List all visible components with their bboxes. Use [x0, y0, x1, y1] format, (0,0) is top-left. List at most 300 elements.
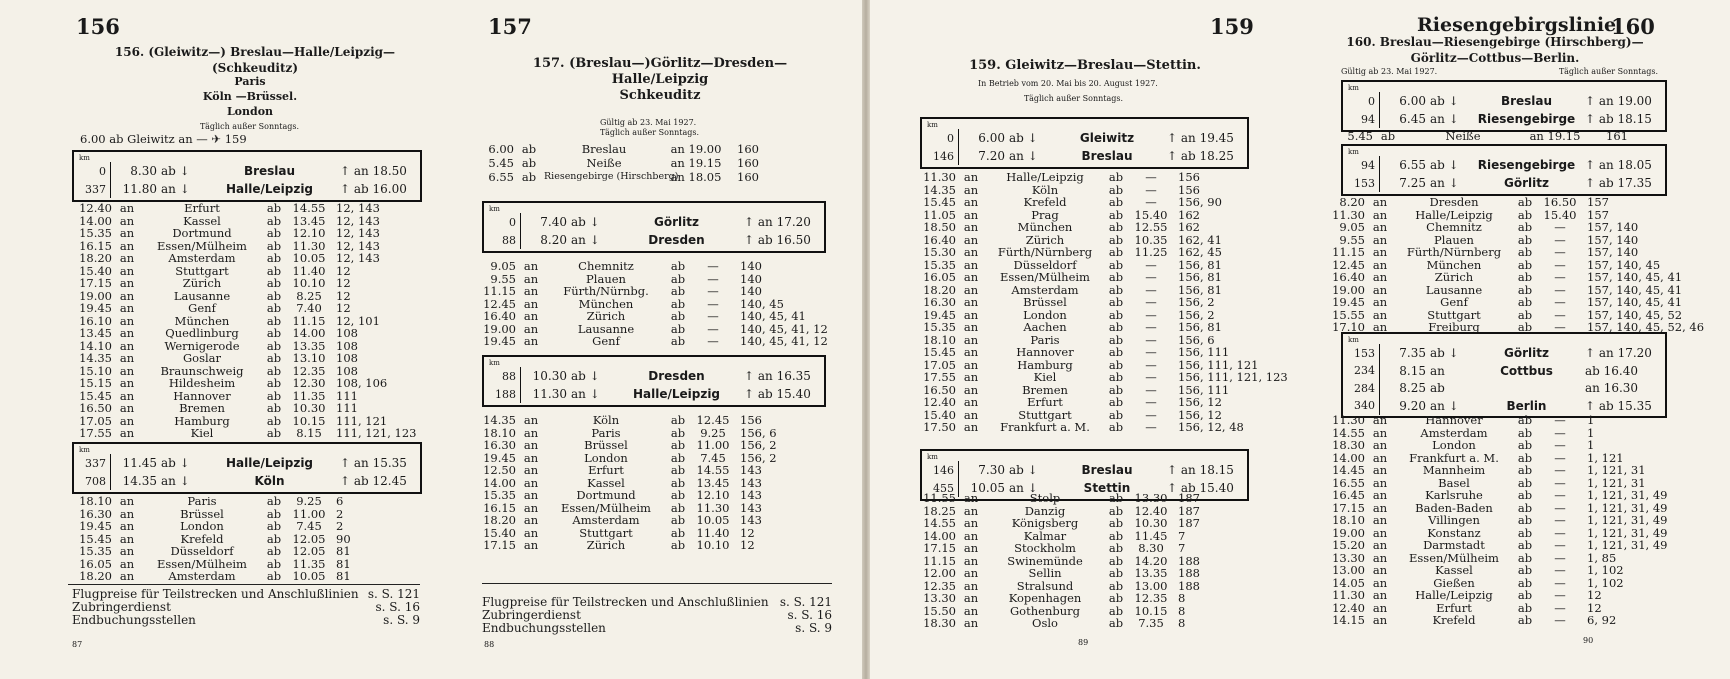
dep-time: 10.05 [292, 569, 326, 583]
city: Quedlinburg [165, 326, 239, 340]
connection-refs: 111 [336, 388, 358, 403]
arr-label: an [963, 382, 979, 397]
dep-time: — [1145, 370, 1157, 384]
arr-time: 13.30 [1332, 550, 1365, 565]
arr-label: an [963, 503, 979, 518]
arr-label: an [119, 363, 135, 378]
connection-refs: 108 [336, 351, 358, 365]
arr-time: 17.55 [923, 370, 956, 384]
dep-label: ab [670, 309, 686, 323]
arr-time: 18.50 [923, 220, 956, 234]
dep-time: 10.10 [696, 538, 730, 552]
arr-time: 11.15 [483, 284, 516, 298]
time: 14.35 [122, 474, 157, 488]
arr-time: 12.40 [923, 395, 956, 409]
km-value: 708 [74, 472, 111, 490]
time: 11.30 [532, 387, 567, 401]
dep-time: — [1554, 575, 1566, 590]
table-row [1321, 439, 1717, 452]
return-time: ↑ an 18.05 [1585, 158, 1652, 172]
dep-label: ab [1517, 195, 1533, 209]
city: Paris [187, 494, 217, 508]
connection-refs: 12 [336, 288, 351, 303]
city: München [1426, 257, 1482, 272]
dep-time: 8.15 [296, 426, 322, 440]
city: Dortmund [172, 226, 232, 240]
arr-time: 16.30 [483, 438, 516, 452]
dep-time: 15.40 [1543, 207, 1577, 222]
connection-refs: 157, 140, 45, 41 [1587, 295, 1683, 309]
connection-refs: 1, 121, 31, 49 [1587, 538, 1668, 552]
km-value: 88 [484, 231, 521, 249]
arr-label: an [963, 566, 979, 580]
arr-time: 11.15 [923, 553, 956, 568]
dep-label: ab [521, 142, 537, 156]
route-title [90, 44, 420, 76]
dep-label: ab [1108, 345, 1124, 359]
title-line: 156. (Gleiwitz—) Breslau—Halle/Leipzig—(Schkeuditz) [114, 45, 396, 75]
dep-label: ab [1108, 420, 1124, 434]
return-time: ↑ an 15.35 [340, 456, 407, 470]
return-time: ↑ ab 15.35 [1585, 398, 1652, 413]
arr-time: 18.30 [923, 616, 956, 630]
dep-label: ab [1108, 320, 1124, 334]
connection-refs: 187 [1178, 503, 1200, 518]
arr-label: an [119, 263, 135, 278]
dir-label: ab ↓ [1009, 463, 1038, 477]
table-row [472, 285, 858, 298]
dep-label: ab [521, 156, 537, 170]
connection-refs: 156, 12 [1178, 407, 1222, 422]
dep-time: 14.55 [696, 463, 730, 477]
station: Cottbus [1500, 363, 1553, 378]
neisse-row [1329, 130, 1647, 143]
return-time: ↑ ab 18.25 [1167, 149, 1234, 163]
route-line [484, 213, 824, 231]
km-value: 146 [922, 461, 959, 479]
connection-refs: 12, 143 [336, 251, 380, 265]
city: Kalmar [1023, 528, 1067, 543]
connection-refs: 1 [1587, 438, 1595, 452]
table-row [68, 277, 448, 290]
time: 6.00 [978, 131, 1005, 145]
city: Erfurt [1027, 395, 1063, 409]
arr-label: an [1372, 525, 1388, 540]
dir-label: ab ↓ [1430, 94, 1459, 108]
table-row [68, 520, 448, 533]
arr-label: an [963, 332, 979, 347]
arr-label: an [523, 500, 539, 515]
city: Kassel [183, 213, 221, 228]
connection-refs: 7 [1178, 528, 1186, 543]
city: Lausanne [173, 288, 231, 303]
city: Konstanz [1427, 525, 1481, 540]
route-box-breslau-riesengebirge [1341, 80, 1667, 132]
dep-time: — [707, 296, 719, 311]
station: Halle/Leipzig [225, 182, 314, 196]
city: Fürth/Nürnbg. [563, 284, 649, 298]
arr-label: an [119, 544, 135, 558]
city: Essen/Mülheim [157, 238, 247, 253]
arr-time: 14.00 [923, 528, 956, 543]
dep-label: ab [1517, 463, 1533, 477]
dep-time: — [1554, 307, 1566, 322]
folio: 90 [1583, 636, 1594, 645]
arr-label: an [523, 513, 539, 527]
dep-label: ab [1108, 528, 1124, 543]
footer-label: Zubringerdienst [482, 608, 581, 622]
service-note: Täglich außer Sonntags. [1559, 67, 1659, 76]
dep-time: 13.10 [292, 351, 326, 365]
dep-time: — [1145, 170, 1157, 184]
dep-label: ab [1108, 207, 1124, 222]
city: Aachen [1023, 320, 1067, 334]
connection-refs: 143 [740, 500, 762, 515]
arr-time: 18.10 [79, 494, 112, 508]
city: Kassel [1435, 563, 1473, 577]
dep-label: ab [670, 425, 686, 440]
dep-time: — [1145, 357, 1157, 372]
dep-time: 8.30 [1138, 541, 1164, 555]
table-row [470, 171, 768, 185]
arr-label: an [119, 251, 135, 265]
dep-label: ab [1517, 475, 1533, 490]
connection-refs: 156, 111 [1178, 382, 1230, 397]
arr-label: an [1372, 450, 1388, 465]
arr-time: 18.10 [1332, 513, 1365, 527]
dep-time: 11.00 [292, 506, 326, 521]
arr-time: 11.55 [923, 491, 956, 505]
arr-label: an [1372, 575, 1388, 590]
connection-refs: 157, 140 [1587, 232, 1639, 247]
arr-time: 17.15 [923, 541, 956, 555]
arr-time: an 19.00 [670, 142, 722, 156]
arr-time: 17.10 [1332, 320, 1365, 334]
arr-label: an [119, 201, 135, 215]
table-row [912, 421, 1298, 434]
city: Fürth/Nürnberg [1406, 245, 1502, 259]
arr-label: an [1372, 257, 1388, 272]
arr-time: 12.40 [1332, 600, 1365, 615]
arr-time: 15.40 [79, 263, 112, 278]
table-row [1321, 196, 1717, 209]
arr-label: an [523, 334, 539, 348]
dep-label: ab [266, 556, 282, 571]
return-time: ↑ ab 18.15 [1585, 112, 1652, 126]
dep-label: ab [1517, 488, 1533, 502]
dep-label: ab [266, 544, 282, 558]
folio: 88 [484, 640, 495, 649]
connection-refs: 156, 111 [1178, 345, 1230, 359]
arr-time: 17.50 [923, 420, 956, 434]
page-number: 157 [488, 14, 532, 39]
table-row [68, 545, 448, 558]
dep-label: ab [266, 338, 282, 353]
arr-label: an [1372, 600, 1388, 615]
arr-time: 15.20 [1332, 538, 1365, 552]
station: Halle/Leipzig [225, 456, 314, 470]
dep-time: 13.35 [1134, 566, 1168, 580]
time: 6.55 [1399, 158, 1426, 172]
dep-label: ab [521, 170, 537, 184]
arr-label: an [1372, 488, 1388, 502]
city: Hannover [173, 388, 231, 403]
city: Gießen [1433, 575, 1475, 590]
dep-label: ab [1108, 382, 1124, 397]
arr-label: an [963, 207, 979, 222]
city: Mannheim [1422, 463, 1486, 477]
dep-label: ab [266, 363, 282, 378]
dep-label: ab [266, 263, 282, 278]
city: Brüssel [584, 438, 628, 452]
table-row [912, 396, 1298, 409]
city: Genf [188, 301, 216, 315]
arr-time: 15.45 [79, 531, 112, 546]
station: Riesengebirge [1477, 158, 1576, 172]
km-value: 0 [74, 162, 111, 180]
arr-time: 15.35 [79, 226, 112, 240]
dep-time: 10.10 [292, 276, 326, 290]
dep-time: 11.30 [292, 238, 326, 253]
dep-label: ab [1517, 425, 1533, 440]
arr-time: 18.30 [1332, 438, 1365, 452]
city: Halle/Leipzig [1006, 170, 1084, 184]
city: Stuttgart [579, 525, 633, 540]
dep-time: 10.05 [696, 513, 730, 527]
table-row [1321, 271, 1717, 284]
table-row [68, 570, 448, 583]
return-time: an 16.30 [1585, 381, 1639, 395]
dep-time: — [1145, 270, 1157, 284]
city: Hannover [1425, 413, 1483, 427]
dep-label: ab [1517, 307, 1533, 322]
route-line [74, 180, 420, 198]
dep-label: ab [670, 284, 686, 298]
km-value: 94 [1343, 110, 1380, 128]
connection-refs: 6 [336, 494, 344, 508]
dep-time: — [1554, 282, 1566, 297]
station: Gleiwitz [1079, 131, 1135, 145]
connection-refs: 108 [336, 326, 358, 340]
arr-time: 14.00 [483, 475, 516, 490]
page-156 [60, 0, 420, 679]
arr-time: 11.30 [1332, 413, 1365, 427]
connection-refs: 108 [336, 338, 358, 353]
table-row [1321, 221, 1717, 234]
dep-time: 9.25 [700, 425, 726, 440]
arr-time: 18.25 [923, 503, 956, 518]
connection-refs: 111 [336, 401, 358, 415]
arr-label: an [1372, 232, 1388, 247]
table-row [912, 492, 1298, 505]
time: 7.40 [540, 215, 567, 229]
city: Krefeld [180, 531, 224, 546]
connection-refs: 12 [1587, 600, 1602, 615]
dep-time: 7.45 [296, 519, 322, 533]
arr-label: an [963, 195, 979, 209]
arr-time: 12.45 [1332, 257, 1365, 272]
connection-refs: 143 [740, 463, 762, 477]
dep-label: ab [266, 326, 282, 340]
dep-label: ab [1108, 270, 1124, 284]
table-row [912, 567, 1298, 580]
dep-time: — [1145, 182, 1157, 197]
connections-table-2 [472, 414, 858, 552]
dep-label: ab [1517, 320, 1533, 334]
dep-time: — [1554, 563, 1566, 577]
city: München [1017, 220, 1073, 234]
dep-label: ab [670, 296, 686, 311]
arr-time: 11.30 [1332, 588, 1365, 602]
dep-time: — [1554, 320, 1566, 334]
arr-label: an [523, 259, 539, 273]
city: Zürich [1025, 232, 1065, 247]
validity-note: Gültig ab 23. Mai 1927. [1341, 67, 1438, 76]
route-line [1343, 110, 1665, 128]
arr-time: 16.15 [79, 238, 112, 253]
arr-label: an [119, 238, 135, 253]
arr-time: 9.05 [1339, 220, 1365, 234]
table-row [470, 157, 768, 171]
arr-time: 14.10 [79, 338, 112, 353]
connection-refs: 157, 140 [1587, 245, 1639, 259]
arr-label: an [963, 578, 979, 593]
dir-label: an ↓ [1009, 481, 1038, 495]
dep-label: ab [1517, 588, 1533, 602]
arr-time: 11.15 [1332, 245, 1365, 259]
connection-refs: 156, 81 [1178, 320, 1222, 334]
arr-time: 14.55 [923, 516, 956, 530]
dep-label: ab [1517, 245, 1533, 259]
time: 8.25 [1399, 381, 1426, 395]
dep-label: ab [266, 288, 282, 303]
connection-refs: 157, 140 [1587, 220, 1639, 234]
return-time: ↑ ab 15.40 [744, 387, 811, 401]
dep-label: ab [1108, 616, 1124, 630]
dir-label: ab ↓ [571, 369, 600, 383]
dep-time: 12.30 [292, 376, 326, 390]
dep-label: ab [670, 321, 686, 336]
route-line [922, 461, 1247, 479]
arr-label: an [523, 488, 539, 502]
dep-label: ab [670, 500, 686, 515]
connection-ref: 160 [737, 142, 759, 156]
city: Halle/Leipzig [1415, 588, 1493, 602]
arr-label: an [1372, 320, 1388, 334]
dep-time: — [1554, 450, 1566, 465]
dep-time: — [1554, 257, 1566, 272]
time: 6.00 [1399, 94, 1426, 108]
connection-refs: 140, 45, 41 [740, 309, 806, 323]
connection-refs: 156, 111, 121 [1178, 357, 1259, 372]
page-number: 160 [1611, 14, 1655, 39]
arr-label: an [119, 288, 135, 303]
city: London [180, 519, 224, 533]
time: 7.30 [978, 463, 1005, 477]
station: Görlitz [1504, 346, 1549, 360]
dep-label: ab [1108, 357, 1124, 372]
table-row [470, 143, 768, 157]
arr-label: an [1372, 463, 1388, 477]
connection-refs: 156 [1178, 182, 1200, 197]
km-label: km [1348, 336, 1359, 344]
route-line [1343, 379, 1665, 397]
arr-time: 15.35 [79, 544, 112, 558]
return-time: ab 16.40 [1585, 363, 1639, 378]
footer-ref: s. S. 9 [795, 621, 832, 635]
dep-time: — [707, 334, 719, 348]
connection-refs: 157, 140, 45 [1587, 257, 1661, 272]
dep-time: — [1145, 382, 1157, 397]
arr-label: an [963, 295, 979, 309]
dep-time: 11.25 [1134, 245, 1168, 259]
connection-refs: 157, 140, 45, 52 [1587, 307, 1683, 322]
connection-refs: 162, 45 [1178, 245, 1222, 259]
dep-time: 12.05 [292, 544, 326, 558]
dep-time: — [707, 309, 719, 323]
arr-label: an [119, 213, 135, 228]
return-time: ↑ ab 16.00 [340, 182, 407, 196]
connection-refs: 140, 45 [740, 296, 784, 311]
title-paris: Paris [234, 75, 266, 88]
route-line [922, 129, 1247, 147]
city: Paris [1030, 332, 1060, 347]
table-row [472, 539, 858, 552]
dep-label: ab [1517, 232, 1533, 247]
return-time: ↑ ab 17.35 [1585, 176, 1652, 190]
station: Köln [254, 474, 285, 488]
dep-label: ab [670, 525, 686, 540]
arr-label: an [119, 301, 135, 315]
city: Erfurt [588, 463, 624, 477]
dep-label: ab [1517, 282, 1533, 297]
connection-refs: 1, 121, 31 [1587, 463, 1646, 477]
route-box-goerlitz-dresden [482, 201, 826, 253]
dep-time: 15.40 [1134, 207, 1168, 222]
dep-time: 11.30 [696, 500, 730, 515]
city: Danzig [1024, 503, 1066, 518]
time: 10.05 [970, 481, 1005, 495]
dep-time: — [1145, 345, 1157, 359]
dep-label: ab [1108, 232, 1124, 247]
dep-time: — [1554, 538, 1566, 552]
arr-time: 17.15 [1332, 500, 1365, 515]
footer-label: Endbuchungsstellen [482, 621, 606, 635]
dep-label: ab [266, 494, 282, 508]
city: Neiße [586, 156, 622, 170]
connections-table [472, 260, 858, 348]
table-row [1321, 246, 1717, 259]
city: Hamburg [174, 413, 230, 428]
arr-label: an [963, 420, 979, 434]
city: Essen/Mülheim [561, 500, 651, 515]
connection-refs: 8 [1178, 616, 1186, 630]
dep-time: 11.35 [292, 556, 326, 571]
arr-time: 17.55 [79, 426, 112, 440]
dep-label: ab [1108, 541, 1124, 555]
dep-time: 11.40 [696, 525, 730, 540]
arr-time: 16.05 [79, 556, 112, 571]
arr-label: an [523, 538, 539, 552]
dep-time: — [1554, 438, 1566, 452]
dep-label: ab [266, 313, 282, 328]
arr-label: an [119, 401, 135, 415]
dep-label: ab [266, 376, 282, 390]
city: Düsseldorf [170, 544, 234, 558]
connection-refs: 1, 121, 31, 49 [1587, 525, 1668, 540]
arr-label: an [523, 296, 539, 311]
table-row [1321, 489, 1717, 502]
